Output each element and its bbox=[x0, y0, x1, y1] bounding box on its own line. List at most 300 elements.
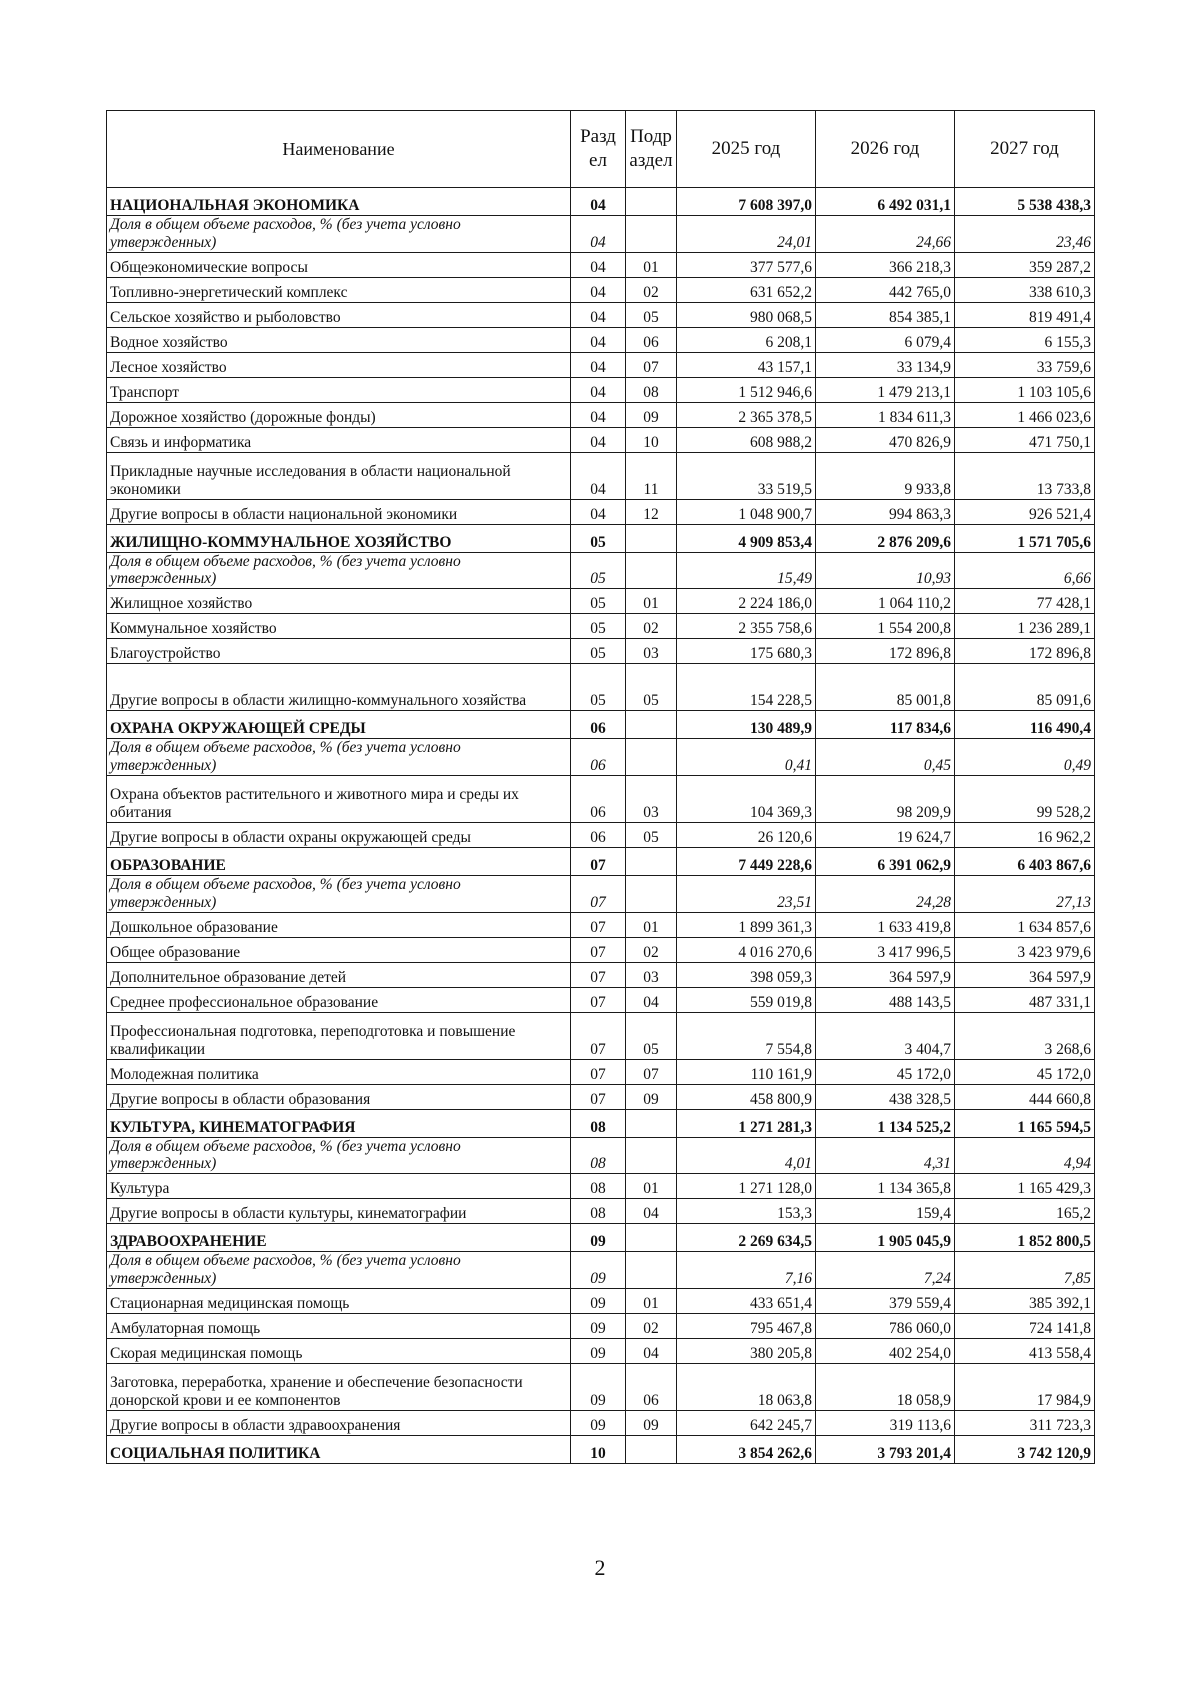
section-row bbox=[107, 1435, 1095, 1463]
row-name: Сельское хозяйство и рыболовство bbox=[107, 302, 571, 327]
row-value-2025: 26 120,6 bbox=[677, 822, 816, 847]
table-body bbox=[107, 188, 1095, 1464]
row-razdel: 07 bbox=[571, 1012, 626, 1059]
row-razdel: 04 bbox=[571, 377, 626, 402]
row-value-2027: 471 750,1 bbox=[955, 427, 1095, 452]
row-name: Благоустройство bbox=[107, 639, 571, 664]
header-year-2025: 2025 год bbox=[677, 111, 816, 188]
row-value-2027: 724 141,8 bbox=[955, 1313, 1095, 1338]
table-row bbox=[107, 452, 1095, 499]
row-podrazdel bbox=[626, 216, 677, 253]
row-name: Доля в общем объеме расходов, % (без учета условно утвержденных) bbox=[107, 1252, 571, 1289]
row-value-2027: 338 610,3 bbox=[955, 277, 1095, 302]
row-value-2026: 45 172,0 bbox=[816, 1059, 955, 1084]
table-row bbox=[107, 664, 1095, 711]
row-value-2026: 366 218,3 bbox=[816, 252, 955, 277]
row-podrazdel: 02 bbox=[626, 1313, 677, 1338]
row-razdel: 08 bbox=[571, 1174, 626, 1199]
header-name: Наименование bbox=[107, 111, 571, 188]
row-razdel: 04 bbox=[571, 216, 626, 253]
row-value-2027: 116 490,4 bbox=[955, 711, 1095, 739]
row-value-2027: 16 962,2 bbox=[955, 822, 1095, 847]
row-name: Жилищное хозяйство bbox=[107, 589, 571, 614]
row-name: Профессиональная подготовка, переподготовка и повышение квалификации bbox=[107, 1012, 571, 1059]
row-value-2027: 7,85 bbox=[955, 1252, 1095, 1289]
row-value-2025: 33 519,5 bbox=[677, 452, 816, 499]
row-podrazdel: 02 bbox=[626, 937, 677, 962]
row-value-2026: 98 209,9 bbox=[816, 775, 955, 822]
row-value-2027: 33 759,6 bbox=[955, 352, 1095, 377]
row-value-2025: 3 854 262,6 bbox=[677, 1435, 816, 1463]
row-podrazdel bbox=[626, 1435, 677, 1463]
row-razdel: 05 bbox=[571, 639, 626, 664]
row-name: ЖИЛИЩНО-КОММУНАЛЬНОЕ ХОЗЯЙСТВО bbox=[107, 524, 571, 552]
share-row bbox=[107, 1137, 1095, 1174]
row-value-2026: 438 328,5 bbox=[816, 1084, 955, 1109]
row-razdel: 09 bbox=[571, 1313, 626, 1338]
row-value-2026: 1 905 045,9 bbox=[816, 1224, 955, 1252]
row-value-2026: 786 060,0 bbox=[816, 1313, 955, 1338]
row-podrazdel: 04 bbox=[626, 987, 677, 1012]
row-value-2026: 488 143,5 bbox=[816, 987, 955, 1012]
row-razdel: 04 bbox=[571, 188, 626, 216]
row-podrazdel: 05 bbox=[626, 822, 677, 847]
row-value-2025: 7 449 228,6 bbox=[677, 847, 816, 875]
row-podrazdel: 07 bbox=[626, 352, 677, 377]
row-value-2026: 3 404,7 bbox=[816, 1012, 955, 1059]
table-row bbox=[107, 912, 1095, 937]
table-row bbox=[107, 822, 1095, 847]
header-row bbox=[107, 111, 1095, 188]
row-value-2025: 6 208,1 bbox=[677, 327, 816, 352]
row-podrazdel: 02 bbox=[626, 277, 677, 302]
table-row bbox=[107, 302, 1095, 327]
row-podrazdel: 09 bbox=[626, 1084, 677, 1109]
row-podrazdel: 04 bbox=[626, 1199, 677, 1224]
row-name: Связь и информатика bbox=[107, 427, 571, 452]
row-value-2025: 458 800,9 bbox=[677, 1084, 816, 1109]
row-value-2027: 23,46 bbox=[955, 216, 1095, 253]
row-value-2027: 3 423 979,6 bbox=[955, 937, 1095, 962]
row-value-2026: 2 876 209,6 bbox=[816, 524, 955, 552]
section-row bbox=[107, 847, 1095, 875]
row-value-2026: 3 417 996,5 bbox=[816, 937, 955, 962]
row-value-2025: 4,01 bbox=[677, 1137, 816, 1174]
row-value-2026: 364 597,9 bbox=[816, 962, 955, 987]
row-value-2027: 27,13 bbox=[955, 875, 1095, 912]
row-value-2026: 402 254,0 bbox=[816, 1338, 955, 1363]
row-value-2027: 5 538 438,3 bbox=[955, 188, 1095, 216]
row-value-2026: 1 064 110,2 bbox=[816, 589, 955, 614]
row-value-2027: 165,2 bbox=[955, 1199, 1095, 1224]
row-value-2026: 470 826,9 bbox=[816, 427, 955, 452]
row-razdel: 04 bbox=[571, 302, 626, 327]
row-value-2025: 642 245,7 bbox=[677, 1410, 816, 1435]
row-value-2026: 994 863,3 bbox=[816, 499, 955, 524]
row-value-2027: 926 521,4 bbox=[955, 499, 1095, 524]
row-razdel: 04 bbox=[571, 499, 626, 524]
row-podrazdel: 03 bbox=[626, 962, 677, 987]
table-row bbox=[107, 987, 1095, 1012]
row-value-2026: 33 134,9 bbox=[816, 352, 955, 377]
row-value-2027: 45 172,0 bbox=[955, 1059, 1095, 1084]
row-value-2025: 0,41 bbox=[677, 739, 816, 776]
row-name: ЗДРАВООХРАНЕНИЕ bbox=[107, 1224, 571, 1252]
table-row bbox=[107, 1363, 1095, 1410]
row-razdel: 06 bbox=[571, 711, 626, 739]
row-value-2027: 6 403 867,6 bbox=[955, 847, 1095, 875]
share-row bbox=[107, 1252, 1095, 1289]
row-razdel: 08 bbox=[571, 1199, 626, 1224]
budget-table bbox=[106, 110, 1095, 1464]
table-row bbox=[107, 402, 1095, 427]
row-name: Другие вопросы в области жилищно-коммунального хозяйства bbox=[107, 664, 571, 711]
table-row bbox=[107, 937, 1095, 962]
row-value-2026: 117 834,6 bbox=[816, 711, 955, 739]
row-value-2027: 1 165 594,5 bbox=[955, 1109, 1095, 1137]
row-name: Другие вопросы в области охраны окружающей среды bbox=[107, 822, 571, 847]
row-value-2026: 319 113,6 bbox=[816, 1410, 955, 1435]
row-podrazdel: 09 bbox=[626, 1410, 677, 1435]
row-razdel: 07 bbox=[571, 847, 626, 875]
row-razdel: 04 bbox=[571, 252, 626, 277]
row-razdel: 06 bbox=[571, 739, 626, 776]
table-row bbox=[107, 427, 1095, 452]
row-podrazdel bbox=[626, 1109, 677, 1137]
row-razdel: 10 bbox=[571, 1435, 626, 1463]
header-year-2027: 2027 год bbox=[955, 111, 1095, 188]
row-name: Скорая медицинская помощь bbox=[107, 1338, 571, 1363]
row-razdel: 04 bbox=[571, 277, 626, 302]
row-value-2025: 153,3 bbox=[677, 1199, 816, 1224]
table-row bbox=[107, 1059, 1095, 1084]
row-podrazdel: 01 bbox=[626, 589, 677, 614]
row-razdel: 04 bbox=[571, 352, 626, 377]
row-podrazdel: 01 bbox=[626, 912, 677, 937]
row-value-2025: 15,49 bbox=[677, 552, 816, 589]
row-value-2026: 4,31 bbox=[816, 1137, 955, 1174]
share-row bbox=[107, 875, 1095, 912]
table-row bbox=[107, 589, 1095, 614]
row-razdel: 09 bbox=[571, 1363, 626, 1410]
row-name: Другие вопросы в области образования bbox=[107, 1084, 571, 1109]
row-razdel: 04 bbox=[571, 452, 626, 499]
row-value-2027: 3 742 120,9 bbox=[955, 1435, 1095, 1463]
row-value-2025: 4 909 853,4 bbox=[677, 524, 816, 552]
row-value-2025: 104 369,3 bbox=[677, 775, 816, 822]
row-podrazdel: 02 bbox=[626, 614, 677, 639]
row-podrazdel: 12 bbox=[626, 499, 677, 524]
table-row bbox=[107, 614, 1095, 639]
row-podrazdel bbox=[626, 875, 677, 912]
row-razdel: 07 bbox=[571, 875, 626, 912]
row-name: Культура bbox=[107, 1174, 571, 1199]
row-value-2027: 819 491,4 bbox=[955, 302, 1095, 327]
table-row bbox=[107, 1199, 1095, 1224]
row-name: НАЦИОНАЛЬНАЯ ЭКОНОМИКА bbox=[107, 188, 571, 216]
row-value-2025: 18 063,8 bbox=[677, 1363, 816, 1410]
row-razdel: 07 bbox=[571, 912, 626, 937]
section-row bbox=[107, 1224, 1095, 1252]
table-row bbox=[107, 1338, 1095, 1363]
row-name: Дорожное хозяйство (дорожные фонды) bbox=[107, 402, 571, 427]
row-podrazdel: 03 bbox=[626, 639, 677, 664]
row-podrazdel bbox=[626, 1224, 677, 1252]
row-podrazdel: 09 bbox=[626, 402, 677, 427]
row-value-2026: 1 134 525,2 bbox=[816, 1109, 955, 1137]
row-name: ОХРАНА ОКРУЖАЮЩЕЙ СРЕДЫ bbox=[107, 711, 571, 739]
row-podrazdel bbox=[626, 1137, 677, 1174]
row-value-2027: 13 733,8 bbox=[955, 452, 1095, 499]
row-value-2026: 6 391 062,9 bbox=[816, 847, 955, 875]
row-value-2025: 398 059,3 bbox=[677, 962, 816, 987]
table-row bbox=[107, 277, 1095, 302]
row-value-2027: 1 466 023,6 bbox=[955, 402, 1095, 427]
row-value-2025: 380 205,8 bbox=[677, 1338, 816, 1363]
row-razdel: 07 bbox=[571, 962, 626, 987]
row-name: Дошкольное образование bbox=[107, 912, 571, 937]
row-value-2026: 1 633 419,8 bbox=[816, 912, 955, 937]
row-name: Транспорт bbox=[107, 377, 571, 402]
row-value-2025: 175 680,3 bbox=[677, 639, 816, 664]
row-name: Прикладные научные исследования в области национальной экономики bbox=[107, 452, 571, 499]
row-name: Среднее профессиональное образование bbox=[107, 987, 571, 1012]
row-value-2027: 0,49 bbox=[955, 739, 1095, 776]
table-row bbox=[107, 775, 1095, 822]
row-razdel: 05 bbox=[571, 524, 626, 552]
row-razdel: 07 bbox=[571, 937, 626, 962]
row-value-2025: 2 365 378,5 bbox=[677, 402, 816, 427]
row-value-2025: 7 554,8 bbox=[677, 1012, 816, 1059]
row-name: Доля в общем объеме расходов, % (без учета условно утвержденных) bbox=[107, 1137, 571, 1174]
table-row bbox=[107, 1288, 1095, 1313]
row-value-2027: 6,66 bbox=[955, 552, 1095, 589]
row-name: Доля в общем объеме расходов, % (без учета условно утвержденных) bbox=[107, 216, 571, 253]
row-podrazdel: 05 bbox=[626, 302, 677, 327]
share-row bbox=[107, 552, 1095, 589]
row-value-2025: 23,51 bbox=[677, 875, 816, 912]
share-row bbox=[107, 739, 1095, 776]
row-value-2026: 6 492 031,1 bbox=[816, 188, 955, 216]
row-value-2025: 24,01 bbox=[677, 216, 816, 253]
row-name: Доля в общем объеме расходов, % (без учета условно утвержденных) bbox=[107, 875, 571, 912]
row-value-2025: 1 899 361,3 bbox=[677, 912, 816, 937]
row-value-2027: 77 428,1 bbox=[955, 589, 1095, 614]
row-value-2025: 433 651,4 bbox=[677, 1288, 816, 1313]
row-razdel: 04 bbox=[571, 327, 626, 352]
row-value-2026: 442 765,0 bbox=[816, 277, 955, 302]
row-value-2026: 0,45 bbox=[816, 739, 955, 776]
table-row bbox=[107, 1313, 1095, 1338]
row-razdel: 08 bbox=[571, 1137, 626, 1174]
row-razdel: 09 bbox=[571, 1410, 626, 1435]
row-value-2025: 1 271 128,0 bbox=[677, 1174, 816, 1199]
table-row bbox=[107, 1410, 1095, 1435]
row-name: Общее образование bbox=[107, 937, 571, 962]
row-razdel: 06 bbox=[571, 775, 626, 822]
row-podrazdel bbox=[626, 552, 677, 589]
row-value-2026: 18 058,9 bbox=[816, 1363, 955, 1410]
row-podrazdel bbox=[626, 524, 677, 552]
table-row bbox=[107, 499, 1095, 524]
row-podrazdel bbox=[626, 739, 677, 776]
row-name: Лесное хозяйство bbox=[107, 352, 571, 377]
row-name: ОБРАЗОВАНИЕ bbox=[107, 847, 571, 875]
row-name: Заготовка, переработка, хранение и обеспечение безопасности донорской крови и ее компонентов bbox=[107, 1363, 571, 1410]
row-value-2025: 1 048 900,7 bbox=[677, 499, 816, 524]
row-value-2026: 10,93 bbox=[816, 552, 955, 589]
row-value-2027: 413 558,4 bbox=[955, 1338, 1095, 1363]
row-razdel: 06 bbox=[571, 822, 626, 847]
row-value-2026: 1 479 213,1 bbox=[816, 377, 955, 402]
row-value-2025: 559 019,8 bbox=[677, 987, 816, 1012]
header-podrazdel: Подр аздел bbox=[626, 111, 677, 188]
row-value-2027: 6 155,3 bbox=[955, 327, 1095, 352]
row-podrazdel bbox=[626, 711, 677, 739]
row-value-2025: 2 224 186,0 bbox=[677, 589, 816, 614]
table-row bbox=[107, 327, 1095, 352]
row-razdel: 09 bbox=[571, 1224, 626, 1252]
header-year-2026: 2026 год bbox=[816, 111, 955, 188]
row-name: Доля в общем объеме расходов, % (без учета условно утвержденных) bbox=[107, 552, 571, 589]
row-value-2026: 3 793 201,4 bbox=[816, 1435, 955, 1463]
row-name: Топливно-энергетический комплекс bbox=[107, 277, 571, 302]
row-podrazdel: 05 bbox=[626, 664, 677, 711]
row-podrazdel: 11 bbox=[626, 452, 677, 499]
row-value-2027: 364 597,9 bbox=[955, 962, 1095, 987]
row-value-2026: 6 079,4 bbox=[816, 327, 955, 352]
section-row bbox=[107, 524, 1095, 552]
row-value-2027: 1 852 800,5 bbox=[955, 1224, 1095, 1252]
row-name: Другие вопросы в области культуры, кинематографии bbox=[107, 1199, 571, 1224]
row-value-2025: 1 271 281,3 bbox=[677, 1109, 816, 1137]
table-row bbox=[107, 1174, 1095, 1199]
row-value-2027: 172 896,8 bbox=[955, 639, 1095, 664]
row-podrazdel: 03 bbox=[626, 775, 677, 822]
row-value-2025: 154 228,5 bbox=[677, 664, 816, 711]
row-value-2026: 24,28 bbox=[816, 875, 955, 912]
row-name: Другие вопросы в области здравоохранения bbox=[107, 1410, 571, 1435]
row-value-2026: 1 134 365,8 bbox=[816, 1174, 955, 1199]
row-name: СОЦИАЛЬНАЯ ПОЛИТИКА bbox=[107, 1435, 571, 1463]
row-podrazdel: 05 bbox=[626, 1012, 677, 1059]
row-value-2027: 4,94 bbox=[955, 1137, 1095, 1174]
row-value-2027: 1 236 289,1 bbox=[955, 614, 1095, 639]
table-row bbox=[107, 962, 1095, 987]
header-razdel: Разд ел bbox=[571, 111, 626, 188]
row-value-2026: 172 896,8 bbox=[816, 639, 955, 664]
table-row bbox=[107, 1012, 1095, 1059]
row-value-2027: 311 723,3 bbox=[955, 1410, 1095, 1435]
row-razdel: 05 bbox=[571, 589, 626, 614]
row-value-2026: 9 933,8 bbox=[816, 452, 955, 499]
row-value-2027: 99 528,2 bbox=[955, 775, 1095, 822]
row-value-2026: 1 554 200,8 bbox=[816, 614, 955, 639]
row-name: КУЛЬТУРА, КИНЕМАТОГРАФИЯ bbox=[107, 1109, 571, 1137]
row-razdel: 07 bbox=[571, 1084, 626, 1109]
row-razdel: 04 bbox=[571, 402, 626, 427]
row-name: Молодежная политика bbox=[107, 1059, 571, 1084]
row-value-2025: 631 652,2 bbox=[677, 277, 816, 302]
row-value-2025: 608 988,2 bbox=[677, 427, 816, 452]
row-podrazdel: 06 bbox=[626, 327, 677, 352]
row-value-2025: 2 269 634,5 bbox=[677, 1224, 816, 1252]
section-row bbox=[107, 711, 1095, 739]
row-value-2025: 2 355 758,6 bbox=[677, 614, 816, 639]
row-value-2026: 7,24 bbox=[816, 1252, 955, 1289]
row-value-2027: 487 331,1 bbox=[955, 987, 1095, 1012]
row-razdel: 05 bbox=[571, 552, 626, 589]
row-name: Охрана объектов растительного и животного мира и среды их обитания bbox=[107, 775, 571, 822]
row-value-2026: 159,4 bbox=[816, 1199, 955, 1224]
row-value-2027: 359 287,2 bbox=[955, 252, 1095, 277]
row-value-2027: 1 103 105,6 bbox=[955, 377, 1095, 402]
row-value-2025: 7,16 bbox=[677, 1252, 816, 1289]
row-podrazdel bbox=[626, 847, 677, 875]
row-razdel: 08 bbox=[571, 1109, 626, 1137]
section-row bbox=[107, 188, 1095, 216]
row-value-2025: 130 489,9 bbox=[677, 711, 816, 739]
table-header bbox=[107, 111, 1095, 188]
row-value-2027: 3 268,6 bbox=[955, 1012, 1095, 1059]
row-name: Амбулаторная помощь bbox=[107, 1313, 571, 1338]
row-name: Общеэкономические вопросы bbox=[107, 252, 571, 277]
table-row bbox=[107, 1084, 1095, 1109]
row-podrazdel: 01 bbox=[626, 1288, 677, 1313]
row-value-2026: 24,66 bbox=[816, 216, 955, 253]
row-value-2025: 795 467,8 bbox=[677, 1313, 816, 1338]
row-value-2025: 1 512 946,6 bbox=[677, 377, 816, 402]
row-podrazdel: 04 bbox=[626, 1338, 677, 1363]
row-value-2025: 4 016 270,6 bbox=[677, 937, 816, 962]
row-razdel: 09 bbox=[571, 1252, 626, 1289]
row-razdel: 04 bbox=[571, 427, 626, 452]
table-row bbox=[107, 639, 1095, 664]
row-value-2027: 1 571 705,6 bbox=[955, 524, 1095, 552]
row-value-2025: 980 068,5 bbox=[677, 302, 816, 327]
row-podrazdel: 01 bbox=[626, 1174, 677, 1199]
row-value-2026: 1 834 611,3 bbox=[816, 402, 955, 427]
row-value-2027: 444 660,8 bbox=[955, 1084, 1095, 1109]
row-name: Коммунальное хозяйство bbox=[107, 614, 571, 639]
row-value-2027: 1 634 857,6 bbox=[955, 912, 1095, 937]
row-value-2025: 110 161,9 bbox=[677, 1059, 816, 1084]
row-razdel: 07 bbox=[571, 1059, 626, 1084]
row-name: Водное хозяйство bbox=[107, 327, 571, 352]
row-podrazdel: 10 bbox=[626, 427, 677, 452]
row-podrazdel: 01 bbox=[626, 252, 677, 277]
row-name: Стационарная медицинская помощь bbox=[107, 1288, 571, 1313]
row-razdel: 05 bbox=[571, 664, 626, 711]
row-value-2027: 1 165 429,3 bbox=[955, 1174, 1095, 1199]
row-name: Дополнительное образование детей bbox=[107, 962, 571, 987]
row-podrazdel: 08 bbox=[626, 377, 677, 402]
table-row bbox=[107, 252, 1095, 277]
row-value-2025: 7 608 397,0 bbox=[677, 188, 816, 216]
row-value-2027: 85 091,6 bbox=[955, 664, 1095, 711]
row-podrazdel bbox=[626, 188, 677, 216]
row-value-2025: 43 157,1 bbox=[677, 352, 816, 377]
row-value-2026: 854 385,1 bbox=[816, 302, 955, 327]
row-razdel: 07 bbox=[571, 987, 626, 1012]
row-value-2027: 385 392,1 bbox=[955, 1288, 1095, 1313]
row-value-2027: 17 984,9 bbox=[955, 1363, 1095, 1410]
row-value-2026: 379 559,4 bbox=[816, 1288, 955, 1313]
row-razdel: 09 bbox=[571, 1338, 626, 1363]
row-razdel: 05 bbox=[571, 614, 626, 639]
row-razdel: 09 bbox=[571, 1288, 626, 1313]
page-number: 2 bbox=[594, 1555, 606, 1580]
